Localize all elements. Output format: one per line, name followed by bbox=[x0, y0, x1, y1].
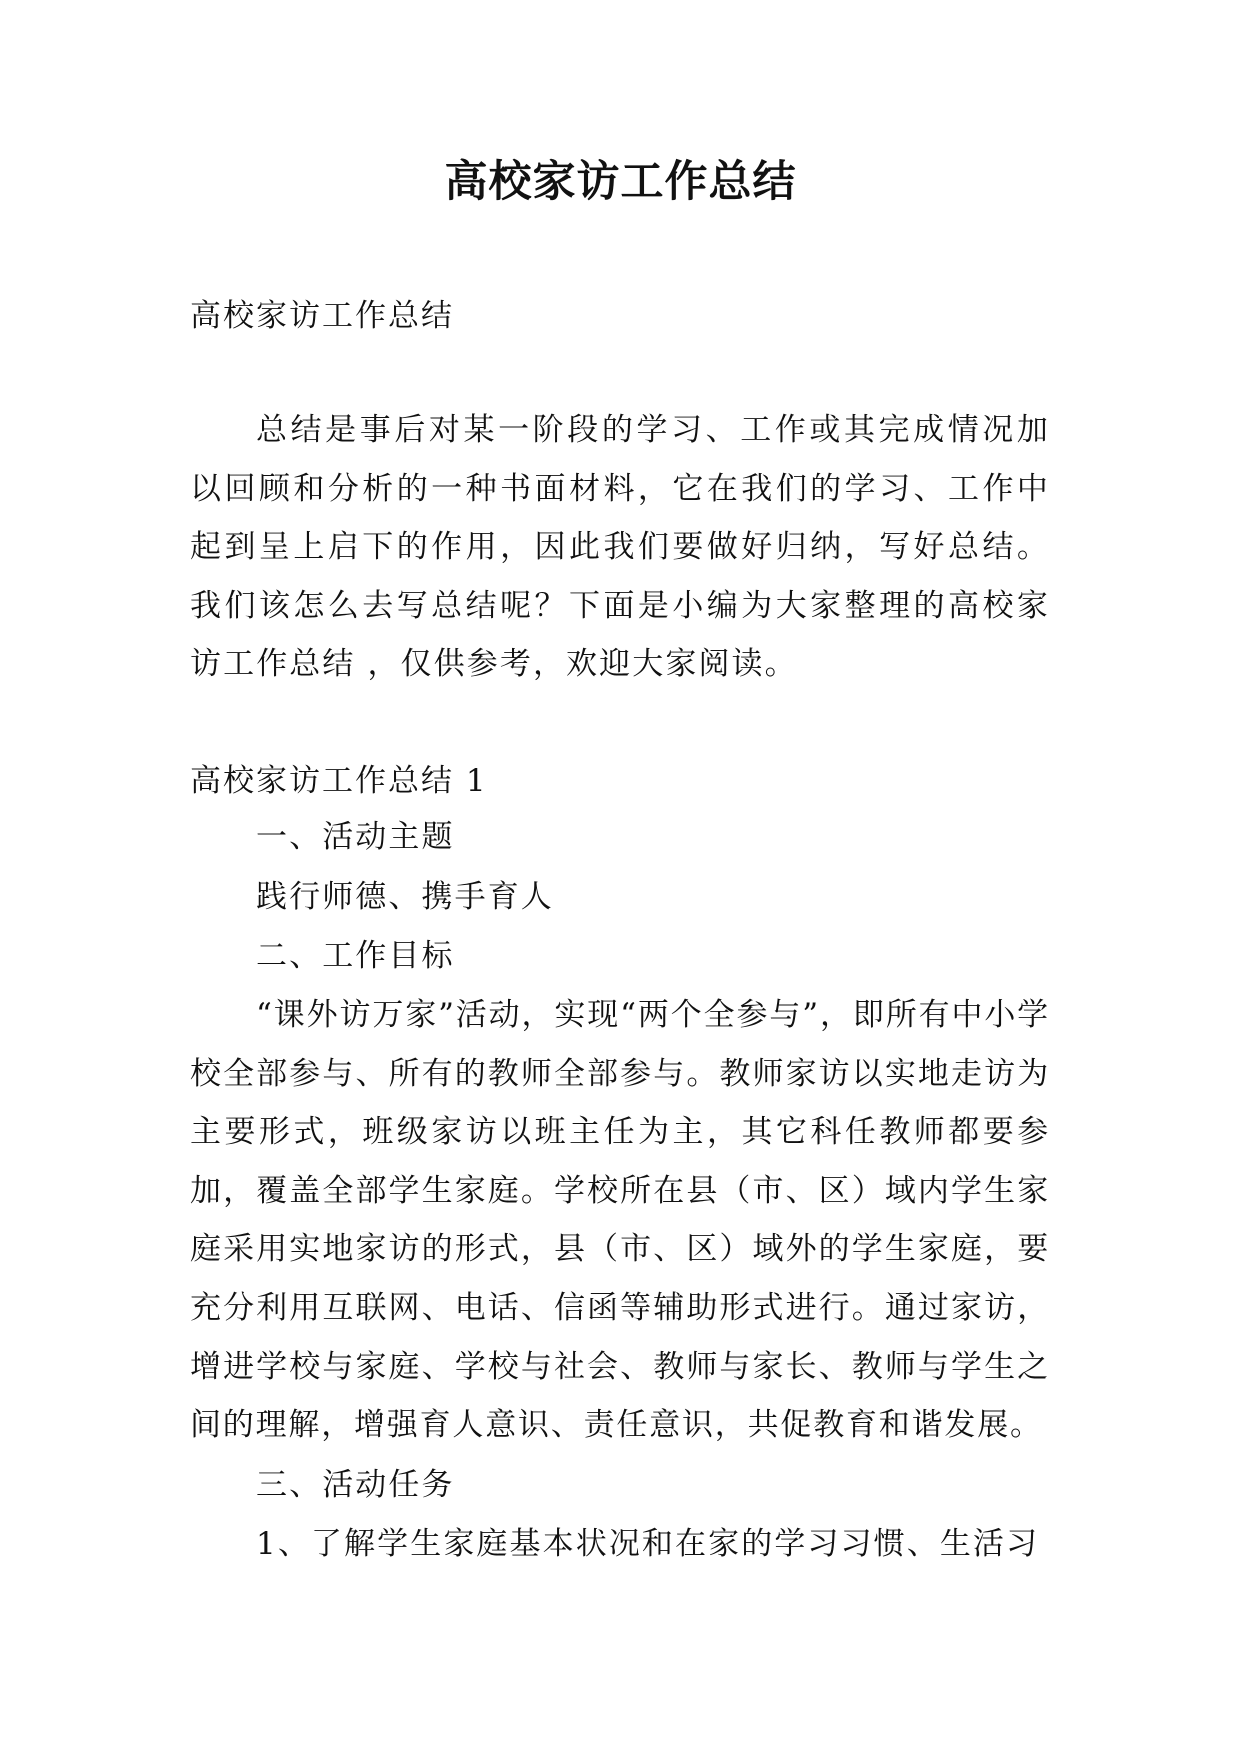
heading-activity-tasks: 三、活动任务 bbox=[256, 1467, 455, 1503]
intro-paragraph: 总结是事后对某一阶段的学习、工作或其完成情况加以回顾和分析的一种书面材料，它在我们的学习、工作中起到呈上启下的作用，因此我们要做好归纳，写好总结。我们该怎么去写总结呢？下面是小编为大家整理的高校家访工作总结 ，仅供参考，欢迎大家阅读。 bbox=[190, 412, 1050, 683]
section-heading: 高校家访工作总结 1 bbox=[190, 763, 488, 799]
task-item-1: 1、了解学生家庭基本状况和在家的学习习惯、生活习 bbox=[256, 1526, 1040, 1562]
document-subtitle: 高校家访工作总结 bbox=[190, 298, 454, 334]
document-title: 高校家访工作总结 bbox=[444, 157, 797, 207]
work-goals-paragraph: “课外访万家”活动，实现“两个全参与”，即所有中小学校全部参与、所有的教师全部参与。教师家访以实地走访为主要形式，班级家访以班主任为主，其它科任教师都要参加，覆盖全部学生家庭。学校所在县（市、区）域内学生家庭采用实地家访的形式，县（市、区）域外的学生家庭，要充分利用互联网、电话、信函等辅助形式进行。通过家访，增进学校与家庭、学校与社会、教师与家长、教师与学生之间的理解，增强育人意识、责任意识，共促教育和谐发展。 bbox=[190, 997, 1050, 1444]
heading-work-goals: 二、工作目标 bbox=[256, 938, 455, 974]
activity-theme-text: 践行师德、携手育人 bbox=[256, 879, 554, 915]
heading-activity-theme: 一、活动主题 bbox=[256, 819, 455, 855]
